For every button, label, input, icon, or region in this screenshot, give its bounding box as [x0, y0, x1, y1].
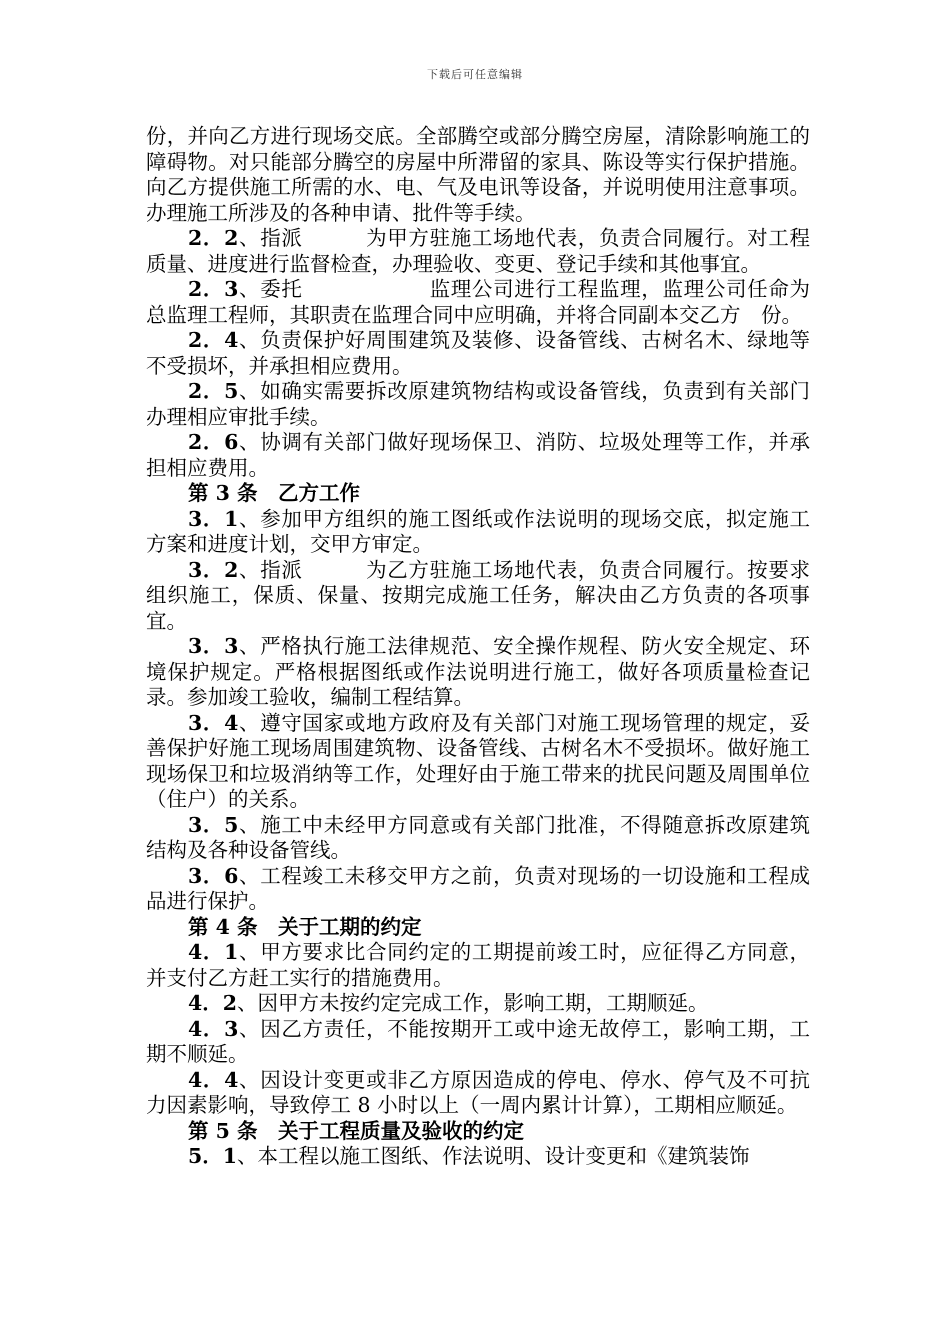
- clause-text: 、本工程以施工图纸、作法说明、设计变更和《建筑装饰: [237, 1144, 750, 1168]
- clause-text: 、协调有关部门做好现场保卫、消防、垃圾处理等工作，并承担相应费用。: [146, 430, 810, 480]
- section-heading-3: 第 3 条 乙方工作: [188, 481, 361, 505]
- clause-3-4: [146, 711, 810, 813]
- clause-3-1: [146, 507, 810, 558]
- clause-text: 、委托 监理公司进行工程监理，监理公司任命为总监理工程师，其职责在监理合同中应明确，并将合同副本交乙方 份。: [146, 277, 810, 327]
- section-heading-4: 第 4 条 关于工期的约定: [188, 914, 422, 939]
- clause-text: 、严格执行施工法律规范、安全操作规程、防火安全规定、环境保护规定。严格根据图纸或作法说明进行施工，做好各项质量检查记录。参加竣工验收，编制工程结算。: [146, 634, 810, 709]
- clause-text: 、遵守国家或地方政府及有关部门对施工现场管理的规定，妥善保护好施工现场周围建筑物、设备管线、古树名木不受损坏。做好施工现场保卫和垃圾消纳等工作，处理好由于施工带来的扰民问题及周围单位（住户）的关系。: [146, 710, 810, 811]
- clause-number: 3．3: [188, 634, 239, 658]
- clause-2-6: [146, 430, 810, 481]
- clause-text: 、参加甲方组织的施工图纸或作法说明的现场交底，拟定施工方案和进度计划，交甲方审定。: [146, 506, 810, 556]
- clause-2-2: [146, 226, 810, 277]
- clause-3-5: [146, 813, 810, 864]
- clause-2-5: [146, 379, 810, 430]
- clause-number: 2．3: [188, 277, 239, 301]
- clause-4-3: [146, 1017, 810, 1068]
- clause-number: 3．1: [188, 506, 239, 531]
- clause-text: 、因乙方责任，不能按期开工或中途无故停工，影响工期，工期不顺延。: [146, 1016, 810, 1066]
- clause-5-1: [146, 1144, 810, 1170]
- clause-number: 3．2: [188, 557, 239, 582]
- clause-number: 3．6: [188, 863, 239, 888]
- clause-text: 、指派 为甲方驻施工场地代表，负责合同履行。对工程质量、进度进行监督检查，办理验收、变更、登记手续和其他事宜。: [146, 226, 810, 276]
- clause-number: 2．4: [188, 328, 239, 352]
- clause-3-6: [146, 864, 810, 915]
- page-header: 下载后可任意编辑: [427, 68, 523, 81]
- clause-4-1: [146, 940, 810, 991]
- clause-number: 3．4: [188, 710, 239, 735]
- clause-2-4: [146, 328, 810, 379]
- clause-text: 、甲方要求比合同约定的工期提前竣工时，应征得乙方同意，并支付乙方赶工实行的措施费用。: [146, 940, 810, 990]
- clause-number: 2．6: [188, 430, 239, 454]
- document-body: [146, 124, 810, 1170]
- clause-text: 、因甲方未按约定完成工作，影响工期，工期顺延。: [237, 991, 709, 1015]
- clause-4-4: [146, 1068, 810, 1119]
- clause-4-2: [146, 991, 810, 1017]
- clause-number: 2．5: [188, 379, 239, 403]
- clause-3-2: [146, 558, 810, 635]
- clause-text: 、负责保护好周围建筑及装修、设备管线、古树名木、绿地等不受损坏，并承担相应费用。: [146, 328, 810, 378]
- clause-number: 5．1: [188, 1144, 238, 1168]
- clause-text: 、工程竣工未移交甲方之前，负责对现场的一切设施和工程成品进行保护。: [146, 863, 810, 913]
- paragraph-continuation: [146, 124, 810, 226]
- clause-text: 、因设计变更或非乙方原因造成的停电、停水、停气及不可抗力因素影响，导致停工 8 小时以上（一周内累计计算），工期相应顺延。: [146, 1067, 810, 1117]
- clause-2-3: [146, 277, 810, 328]
- clause-text: 、施工中未经甲方同意或有关部门批准，不得随意拆改原建筑结构及各种设备管线。: [146, 812, 810, 862]
- clause-text: 、如确实需要拆改原建筑物结构或设备管线，负责到有关部门办理相应审批手续。: [146, 379, 810, 429]
- clause-number: 4．1: [188, 940, 239, 964]
- clause-number: 4．3: [188, 1016, 239, 1041]
- clause-number: 3．5: [188, 812, 239, 837]
- clause-text: 、指派 为乙方驻施工场地代表，负责合同履行。按要求组织施工，保质、保量、按期完成施工任务，解决由乙方负责的各项事宜。: [146, 557, 810, 633]
- clause-number: 4．2: [188, 991, 238, 1015]
- section-heading-5: 第 5 条 关于工程质量及验收的约定: [188, 1118, 525, 1143]
- clause-number: 2．2: [188, 226, 239, 250]
- paragraph-text: 份，并向乙方进行现场交底。全部腾空或部分腾空房屋，清除影响施工的障碍物。对只能部分腾空的房屋中所滞留的家具、陈设等实行保护措施。向乙方提供施工所需的水、电、气及电讯等设备，并说明使用注意事项。办理施工所涉及的各种申请、批件等手续。: [146, 124, 810, 225]
- clause-3-3: [146, 634, 810, 711]
- clause-number: 4．4: [188, 1067, 239, 1092]
